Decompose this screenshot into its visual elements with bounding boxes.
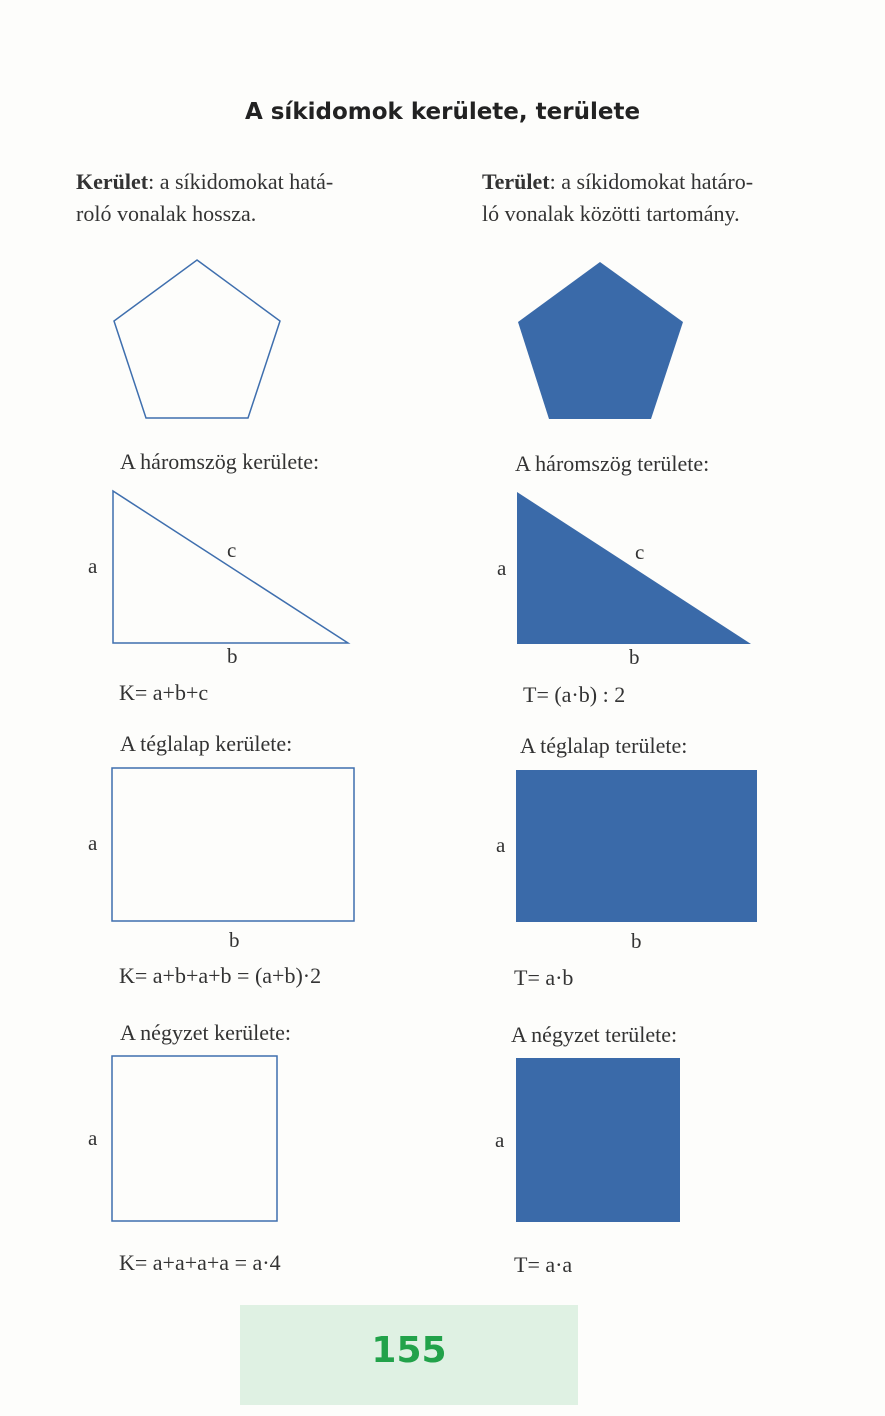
triangle-outline xyxy=(113,491,348,643)
rectangle-outline xyxy=(112,768,354,921)
triangle-left-side-c: c xyxy=(227,538,237,562)
rectangle-right-side-a: a xyxy=(496,833,506,857)
page-number: 155 xyxy=(371,1330,447,1371)
rectangle-left-side-a: a xyxy=(88,831,98,855)
triangle-left-side-a: a xyxy=(88,554,98,578)
area-term: Terület xyxy=(482,169,550,194)
square-filled xyxy=(516,1058,680,1222)
square-perimeter-heading: A négyzet kerülete: xyxy=(120,1020,292,1045)
triangle-right-side-a: a xyxy=(497,556,507,580)
pentagon-outline xyxy=(114,260,280,418)
area-definition-line2: ló vonalak közötti tartomány. xyxy=(482,201,740,226)
triangle-filled xyxy=(517,492,751,644)
square-area-heading: A négyzet területe: xyxy=(511,1022,678,1047)
rectangle-area-heading: A téglalap területe: xyxy=(520,733,688,758)
perimeter-definition-line1: : a síkidomokat hatá- xyxy=(148,169,334,194)
square-area-formula: T= a·a xyxy=(514,1252,573,1277)
triangle-area-heading: A háromszög területe: xyxy=(515,451,710,476)
square-right-side-a: a xyxy=(495,1128,505,1152)
rectangle-right-side-b: b xyxy=(631,929,642,953)
square-outline xyxy=(112,1056,277,1221)
pentagon-filled xyxy=(518,262,683,419)
triangle-area-formula: T= (a·b) : 2 xyxy=(523,682,626,707)
page-title: A síkidomok kerülete, területe xyxy=(244,99,641,125)
rectangle-perimeter-formula: K= a+b+a+b = (a+b)·2 xyxy=(119,963,322,988)
square-perimeter-formula: K= a+a+a+a = a·4 xyxy=(119,1250,281,1275)
triangle-right-side-c: c xyxy=(635,540,645,564)
rectangle-perimeter-heading: A téglalap kerülete: xyxy=(120,731,293,756)
triangle-perimeter-heading: A háromszög kerülete: xyxy=(120,449,320,474)
square-left-side-a: a xyxy=(88,1126,98,1150)
rectangle-filled xyxy=(516,770,757,922)
perimeter-term: Kerület xyxy=(76,169,149,194)
triangle-left-side-b: b xyxy=(227,644,238,668)
rectangle-left-side-b: b xyxy=(229,928,240,952)
triangle-right-side-b: b xyxy=(629,645,640,669)
perimeter-definition-line2: roló vonalak hossza. xyxy=(76,201,257,226)
area-definition-line1: : a síkidomokat határo- xyxy=(549,169,754,194)
triangle-perimeter-formula: K= a+b+c xyxy=(119,680,209,705)
rectangle-area-formula: T= a·b xyxy=(514,965,574,990)
